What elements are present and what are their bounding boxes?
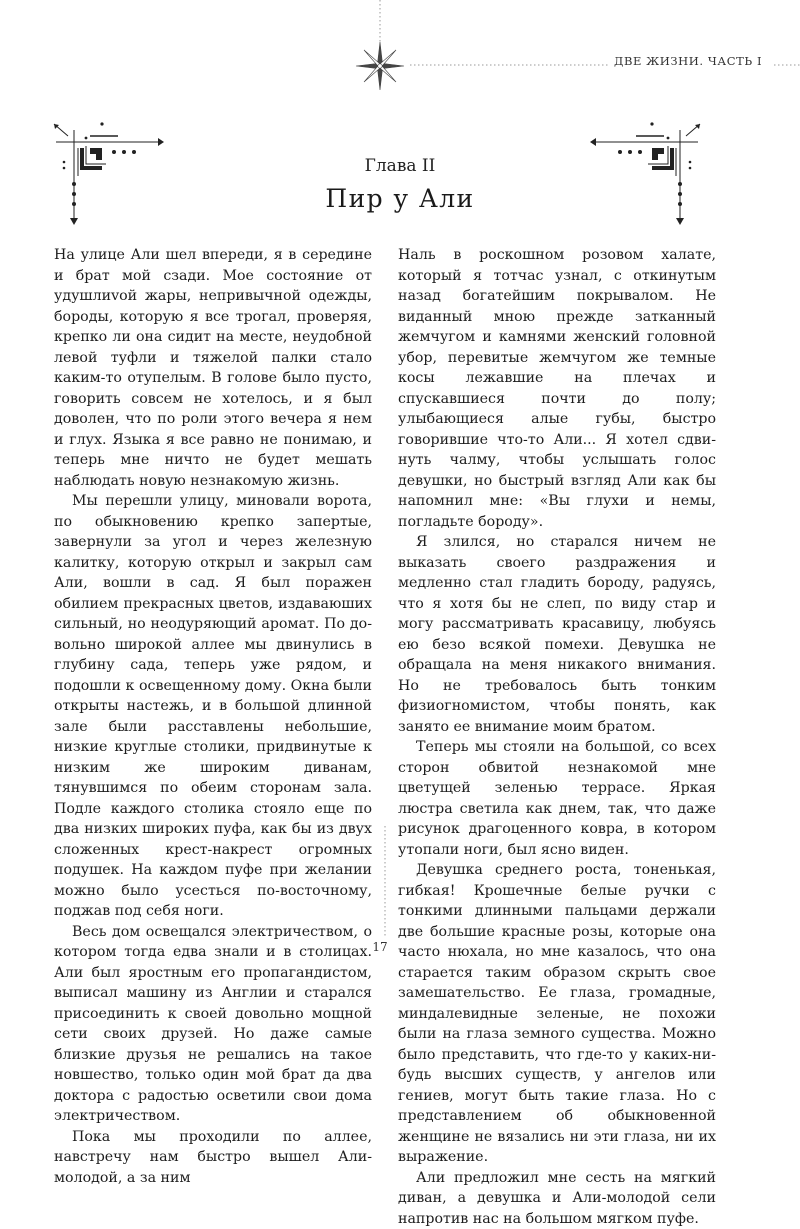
paragraph: Девушка среднего роста, тоненькая, гибкая! Крошечные белые ручки с тонкими длинными пальцами держали две большие красные розы, которые она часто нюхала, но мне казалось, что она старается таким образом скрыть свое замешательство. Ее глаза, громадные, миндалевидные зеленые, не похожи были на глаза земного существа. Можно было представить, что где-то у каких-нибудь высших существ, у ангелов или гениев, могут быть такие глаза. Но с представлением об обыкновенной женщине не вязались ни эти глаза, ни их выражение. [398,860,716,1168]
paragraph: Али предложил мне сесть на мягкий диван, а девушка и Али-молодой сели напротив нас на большом мягком пуфе. [398,1168,716,1229]
paragraph: Пока мы проходили по аллее, навстречу нам быстро вышел Али-молодой, а за ним [54,1127,372,1189]
right-text-column [398,245,716,1229]
top-dotted-rule [379,0,381,44]
page-number: 17 [360,940,400,954]
compass-rose-icon [354,40,406,92]
paragraph: На улице Али шел впереди, я в середине и брат мой сзади. Мое состояние от удушлиvой жары, непривычной одежды, бороды, которую я все трогал, проверяя, крепко ли она сидит на месте, неудобной левой туфли и тяжелой палки стало каким-то отупелым. В голове было пусто, говорить совсем не хотелось, и я был доволен, что по роли этого вечера я нем и глух. Языка я все равно не понимаю, и теперь мне ничто не будет мешать наблюдать новую незнакомую жизнь. [54,245,372,491]
paragraph: Теперь мы стояли на большой, со всех сторон обвитой незнакомой мне цветущей зеленью террасе. Яркая люстра светила как днем, так, что даже рисунок драгоценного ковра, в котором утопали ноги, был ясно виден. [398,737,716,860]
left-text-column [54,245,372,1188]
paragraph: Весь дом освещался электричеством, о котором тогда едва знали и в столицах. Али был яростным его пропагандистом, выписал машину из Англии и старался присоединить к своей довольно мощной сети своих друзей. Но даже самые близкие друзья не решались на такое новшество, только один мой брат да два доктора с радостью осветили свои дома электричеством. [54,922,372,1127]
chapter-number: Глава II [260,156,540,176]
paragraph: Мы перешли улицу, миновали ворота, по обыкновению крепко запертые, завернули за угол и через железную калитку, которую открыл и закрыл сам Али, вошли в сад. Я был поражен обилием прекрасных цветов, издаваюших сильный, но неодуряющий аромат. По довольно широкой аллее мы двинулись в глубину сада, теперь уже рядом, и подошли к освещенному дому. Окна были открыты настежь, и в большой длинной зале были расставлены небольшие, низкие круглые столики, придвинутые к низким же широким диванам, тянувшимся по обеим сторонам зала. Подле каждого столика стояло еще по два низких широких пуфа, как бы из двух сложенных крест-накрест огромных подушек. На каждом пуфе при желании можно было усесться по-восточному, поджав под себя ноги. [54,491,372,922]
paragraph: Наль в роскошном розовом халате, который я тотчас узнал, с откинутым назад богатейшим покрывалом. Не виданный мною прежде затканный жемчугом и камнями женский головной убор, перевитые жемчугом же темные косы лежавшие на плечах и спускавшиеся почти до полу; улыбающиеся алые губы, быстро говорившие что-то Али... Я хотел сдвинуть чалму, чтобы услышать голос девушки, но быстрый взгляд Али как бы напомнил мне: «Вы глухи и немы, погладьте бороду». [398,245,716,532]
corner-ornament-left-icon [46,118,166,228]
running-header: ДВЕ ЖИЗНИ. ЧАСТЬ I [614,54,764,70]
chapter-title: Пир у Али [240,184,560,213]
paragraph: Я злился, но старался ничем не выказать своего раздражения и медленно стал гладить бороду, радуясь, что я хотя бы не слеп, по виду стар и могу рассматривать красавицу, любуясь ею безо всякой помехи. Девушка не обращала на меня никакого внимания. Но не требовалось быть тонким физиогномистом, чтобы понять, как занято ее внимание моим братом. [398,532,716,737]
corner-ornament-right-icon [588,118,708,228]
column-dotted-divider [384,826,386,936]
